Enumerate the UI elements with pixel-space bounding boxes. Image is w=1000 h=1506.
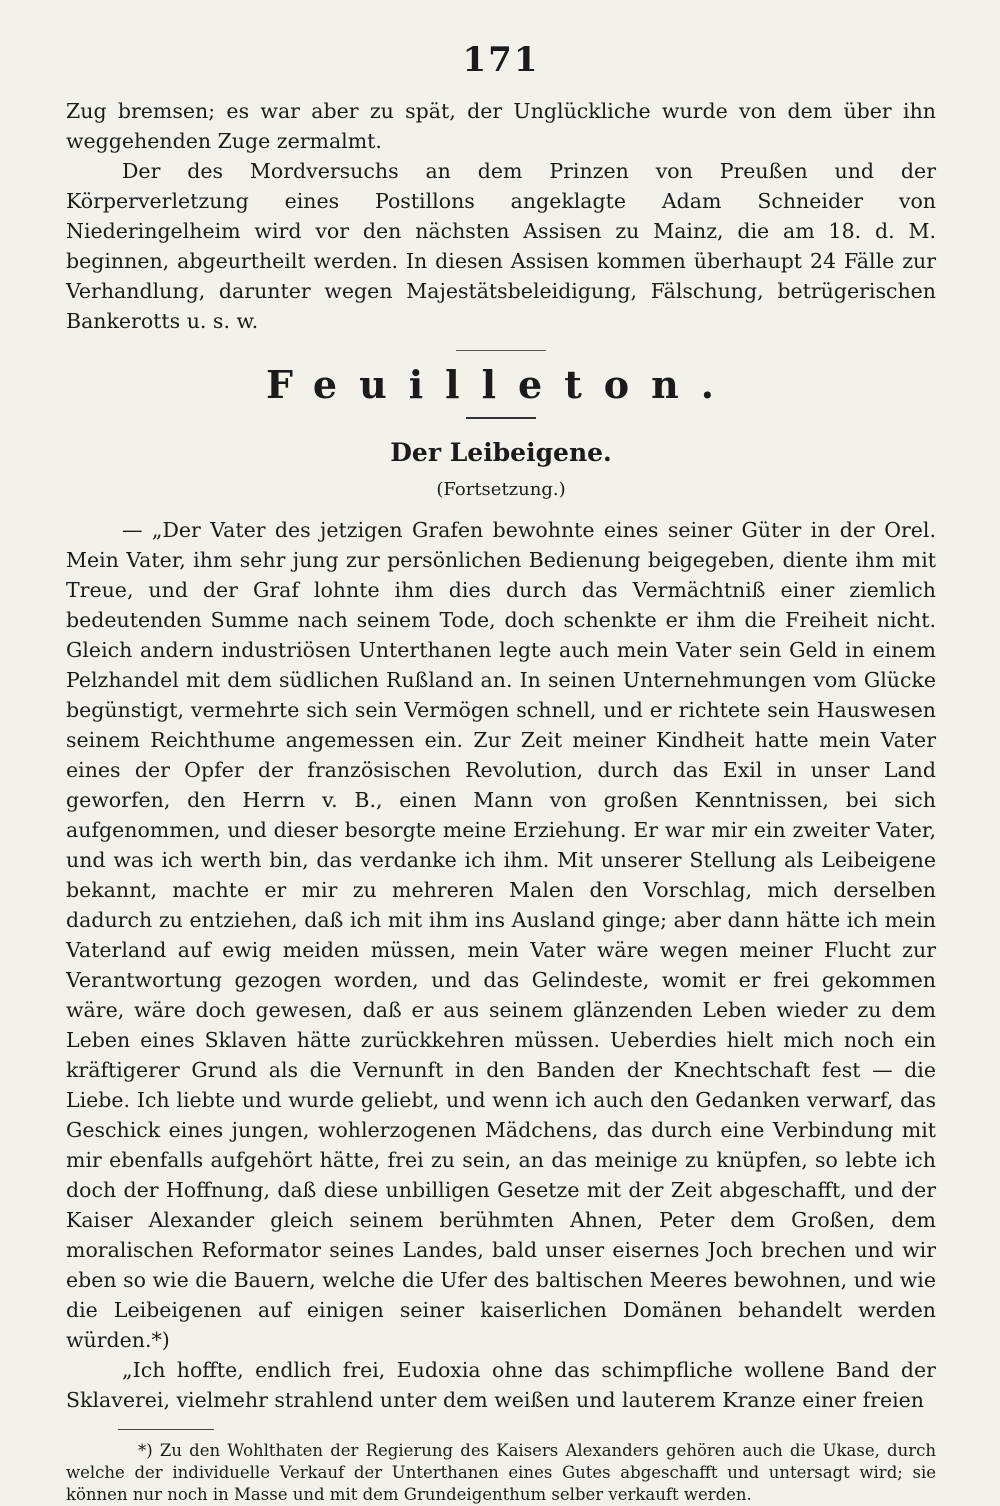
story-title: Der Leibeigene.	[390, 438, 612, 467]
story-paragraph-2: „Ich hoffte, endlich frei, Eudoxia ohne das schimpfliche wollene Band der Sklaverei, vielmehr strahlend unter dem weißen und lauterem Kranze einer freien	[66, 1358, 936, 1412]
news-paragraph-1: Zug bremsen; es war aber zu spät, der Unglückliche wurde von dem über ihn weggehenden Zuge zermalmt.	[66, 99, 936, 153]
news-paragraph-2: Der des Mordversuchs an dem Prinzen von Preußen und der Körperverletzung eines Postillons angeklagte Adam Schneider von Niederingelheim wird vor den nächsten Assisen zu Mainz, die am 18. d. M. beginnen, abgeurtheilt werden. In diesen Assisen kommen überhaupt 24 Fälle zur Verhandlung, darunter wegen Majestätsbeleidigung, Fälschung, betrügerischen Bankerotts u. s. w.	[66, 159, 936, 333]
footnote-divider	[118, 1429, 214, 1430]
section-divider	[456, 350, 546, 351]
heading-rule	[466, 417, 536, 419]
footnote: *) Zu den Wohlthaten der Regierung des Kaisers Alexanders gehören auch die Ukase, durch welche der individuelle Verkauf der Unterthanen eines Gutes abgeschafft und untersagt wird; sie können nur noch in Masse und mit dem Grundeigenthum selber verkauft werden.	[66, 1441, 936, 1504]
page-number: 171	[462, 40, 540, 80]
story-paragraph-1: — „Der Vater des jetzigen Grafen bewohnte eines seiner Güter in der Orel. Mein Vater, ihm sehr jung zur persönlichen Bedienung beigegeben, diente ihm mit Treue, und der Graf lohnte ihm dies durch das Vermächtniß einer ziemlich bedeutenden Summe nach seinem Tode, doch schenkte er ihm die Freiheit nicht. Gleich andern industriösen Unterthanen legte auch mein Vater sein Geld in einem Pelzhandel mit dem südlichen Rußland an. In seinen Unternehmungen vom Glücke begünstigt, vermehrte sich sein Vermögen schnell, und er richtete sein Hauswesen seinem Reichthume angemessen ein. Zur Zeit meiner Kindheit hatte mein Vater eines der Opfer der französischen Revolution, durch das Exil in unser Land geworfen, den Herrn v. B., einen Mann von großen Kenntnissen, bei sich aufgenommen, und dieser besorgte meine Erziehung. Er war mir ein zweiter Vater, und was ich werth bin, das verdanke ich ihm. Mit unserer Stellung als Leibeigene bekannt, machte er mir zu mehreren Malen den Vorschlag, mich derselben dadurch zu entziehen, daß ich mit ihm ins Ausland ginge; aber dann hätte ich mein Vaterland auf ewig meiden müssen, mein Vater wäre wegen meiner Flucht zur Verantwortung gezogen worden, und das Gelindeste, womit er frei gekommen wäre, wäre doch gewesen, daß er aus seinem glänzenden Leben wieder zu dem Leben eines Sklaven hätte zurückkehren müssen. Ueberdies hielt mich noch ein kräftigerer Grund als die Vernunft in den Banden der Knechtschaft fest — die Liebe. Ich liebte und wurde geliebt, und wenn ich auch den Gedanken verwarf, das Geschick eines jungen, wohlerzogenen Mädchens, das durch eine Verbindung mit mir ebenfalls aufgehört hätte, frei zu sein, an das meinige zu knüpfen, so lebte ich doch der Hoffnung, daß diese unbilligen Gesetze mit der Zeit abgeschafft, und der Kaiser Alexander gleich seinem berühmten Ahnen, Peter dem Großen, dem moralischen Reformator seines Landes, bald unser eisernes Joch brechen und wir eben so wie die Bauern, welche die Ufer des baltischen Meeres bewohnen, und wie die Leibeigenen auf einigen seiner kaiserlichen Domänen behandelt werden würden.*)	[66, 518, 936, 1352]
section-heading: Feuilleton.	[266, 362, 736, 407]
continuation-note: (Fortsetzung.)	[436, 479, 566, 500]
